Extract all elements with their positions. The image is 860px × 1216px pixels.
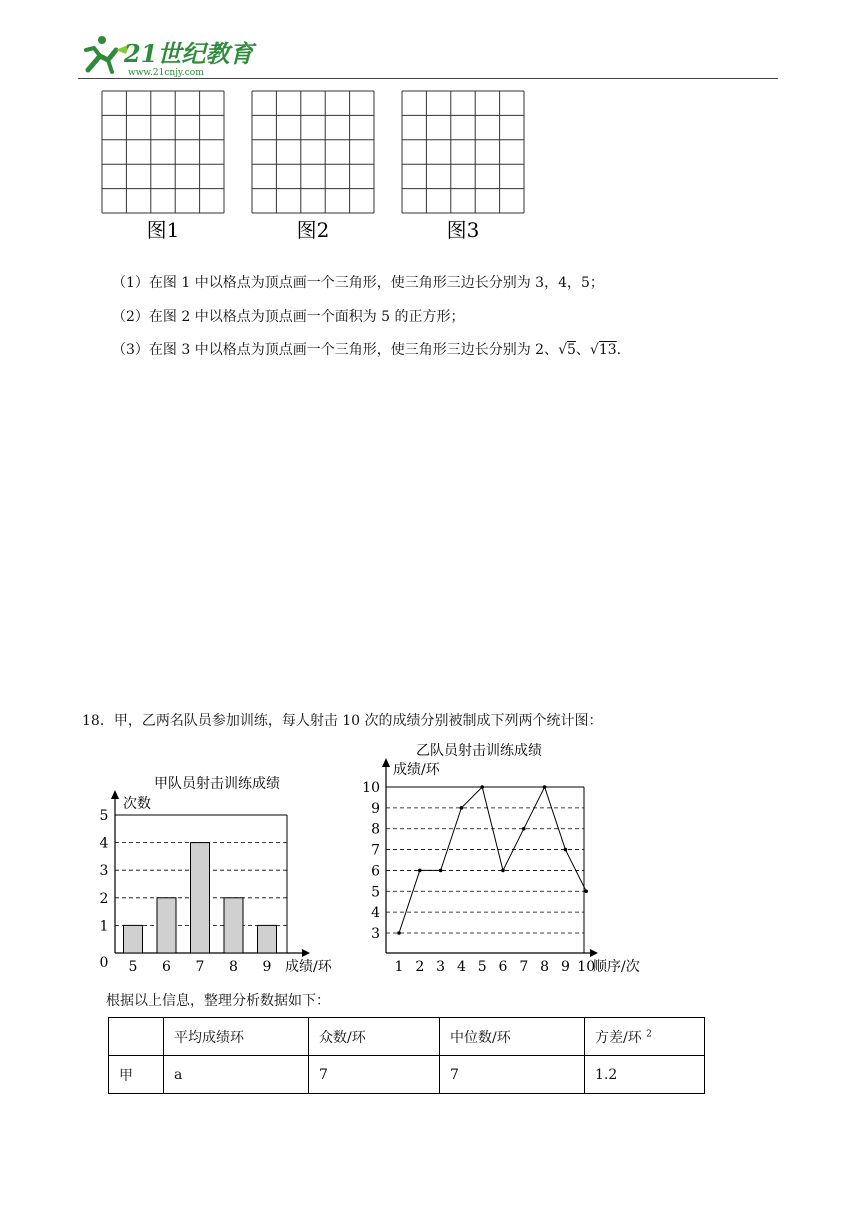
q17-part1: （1）在图 1 中以格点为顶点画一个三角形，使三角形三边长分别为 3，4，5； bbox=[112, 275, 604, 291]
y-tick-label: 10 bbox=[362, 780, 380, 796]
table-cell: 7 bbox=[309, 1056, 440, 1094]
data-point bbox=[397, 931, 401, 935]
stats-table bbox=[108, 1017, 705, 1094]
x-tick-label: 6 bbox=[498, 959, 508, 975]
y-tick-label: 4 bbox=[371, 905, 380, 922]
table-row bbox=[109, 1056, 705, 1094]
variance-sup: 2 bbox=[646, 1028, 652, 1039]
data-point bbox=[584, 889, 588, 893]
y-tick-label: 9 bbox=[371, 800, 380, 817]
logo-text: 21世纪教育 bbox=[124, 39, 254, 68]
q17-part2: （2）在图 2 中以格点为顶点画一个面积为 5 的正方形； bbox=[112, 309, 465, 325]
x-tick-label: 10 bbox=[577, 959, 596, 975]
x-tick-label: 6 bbox=[162, 959, 171, 975]
x-axis-arrow-icon bbox=[302, 949, 310, 957]
y-tick-label: 3 bbox=[99, 863, 109, 880]
data-point bbox=[480, 785, 484, 789]
series-line bbox=[399, 787, 586, 933]
variance-header: 方差/环 bbox=[595, 1029, 642, 1046]
table-header-cell bbox=[585, 1018, 705, 1056]
line-chart-ylabel: 成绩/环 bbox=[393, 762, 440, 778]
grid-label-1: 图1 bbox=[146, 218, 180, 242]
y-axis-arrow-icon bbox=[382, 758, 390, 767]
bar bbox=[157, 898, 176, 953]
data-point bbox=[460, 806, 464, 810]
bar-chart-ylabel: 次数 bbox=[123, 796, 151, 812]
y-tick-label: 4 bbox=[99, 835, 109, 852]
charts-area bbox=[0, 735, 860, 980]
data-point bbox=[522, 827, 526, 831]
q17-part3 bbox=[112, 339, 621, 359]
table-header-cell bbox=[109, 1018, 164, 1056]
table-cell: a bbox=[164, 1056, 309, 1094]
q17-end: . bbox=[616, 342, 622, 358]
line-chart-xlabel: 顺序/次 bbox=[593, 959, 640, 975]
y-tick-label: 5 bbox=[99, 808, 109, 824]
q17-part3-text: （3）在图 3 中以格点为顶点画一个三角形，使三角形三边长分别为 2、 bbox=[112, 342, 559, 358]
table-header-row bbox=[109, 1018, 705, 1056]
grid-figures bbox=[0, 0, 860, 250]
x-tick-label: 5 bbox=[128, 959, 138, 975]
bar bbox=[258, 925, 277, 953]
data-point bbox=[418, 869, 422, 873]
bar bbox=[191, 843, 210, 953]
bar bbox=[224, 898, 243, 953]
bar-chart bbox=[100, 775, 333, 975]
y-tick-label: 6 bbox=[371, 863, 380, 880]
q17-sep: 、 bbox=[575, 342, 590, 358]
x-tick-label: 1 bbox=[394, 959, 404, 975]
x-tick-label: 8 bbox=[229, 959, 238, 975]
grid-label-3: 图3 bbox=[446, 218, 480, 242]
bar-chart-xlabel: 成绩/环 bbox=[285, 959, 332, 975]
bar-chart-title: 甲队员射击训练成绩 bbox=[154, 776, 280, 792]
q18-table-intro: 根据以上信息，整理分析数据如下： bbox=[106, 993, 330, 1009]
sqrt-icon: √ bbox=[589, 342, 599, 358]
grid-label-2: 图2 bbox=[296, 218, 330, 242]
q17-root-13: 13 bbox=[598, 342, 617, 358]
x-tick-label: 7 bbox=[519, 959, 529, 975]
table-cell: 甲 bbox=[109, 1056, 164, 1094]
y-axis-arrow-icon bbox=[111, 790, 119, 799]
y-tick-label: 5 bbox=[371, 884, 380, 901]
x-tick-label: 4 bbox=[456, 959, 466, 975]
x-tick-label: 5 bbox=[477, 959, 487, 975]
x-tick-label: 9 bbox=[262, 959, 272, 975]
grid-figure-1 bbox=[102, 91, 224, 213]
table-cell: 1.2 bbox=[585, 1056, 705, 1094]
x-tick-label: 2 bbox=[415, 959, 425, 975]
x-tick-label: 9 bbox=[560, 959, 570, 975]
logo-subtext: www.21cnjy.com bbox=[128, 68, 204, 78]
table-cell: 7 bbox=[440, 1056, 585, 1094]
table-header-cell: 平均成绩环 bbox=[164, 1018, 309, 1056]
y-tick-label: 0 bbox=[99, 955, 109, 971]
y-tick-label: 2 bbox=[99, 890, 109, 907]
x-tick-label: 7 bbox=[195, 959, 205, 975]
q17-root-5: 5 bbox=[567, 342, 576, 358]
x-axis-arrow-icon bbox=[590, 949, 598, 957]
y-tick-label: 3 bbox=[371, 926, 380, 942]
data-point bbox=[501, 869, 505, 873]
grid-figure-2 bbox=[252, 91, 374, 213]
bar bbox=[124, 925, 143, 953]
sqrt-icon: √ bbox=[558, 342, 567, 358]
x-tick-label: 3 bbox=[436, 959, 446, 975]
y-tick-label: 1 bbox=[99, 918, 109, 935]
q18-stem: 18．甲，乙两名队员参加训练，每人射击 10 次的成绩分别被制成下列两个统计图： bbox=[82, 713, 603, 729]
line-chart bbox=[362, 742, 640, 975]
table-header-cell: 中位数/环 bbox=[440, 1018, 585, 1056]
grid-figure-3 bbox=[402, 91, 524, 213]
x-tick-label: 8 bbox=[540, 959, 550, 975]
table-header-cell: 众数/环 bbox=[309, 1018, 440, 1056]
data-point bbox=[564, 848, 568, 852]
line-chart-title: 乙队员射击训练成绩 bbox=[416, 743, 542, 759]
data-point bbox=[543, 785, 547, 789]
y-tick-label: 8 bbox=[371, 821, 380, 838]
data-point bbox=[439, 869, 443, 873]
y-tick-label: 7 bbox=[371, 842, 380, 859]
